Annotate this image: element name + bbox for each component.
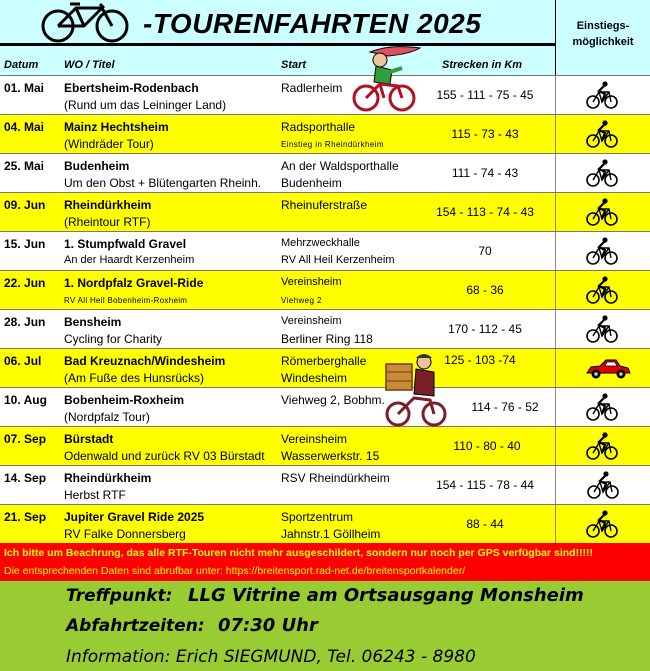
tour-title: Mainz Hechtsheim	[64, 120, 169, 134]
treffpunkt-label: Treffpunkt:	[66, 586, 173, 606]
tour-start: An der Waldsporthalle	[281, 159, 399, 173]
notice-link[interactable]: Die entsprechenden Daten sind abrufbar unter: https://breitensport.rad-net.de/breitensportkalender/	[4, 565, 466, 577]
tour-subtitle: RV All Heil Bobenheim-Roxheim	[64, 296, 188, 305]
einstieg-line2: möglichkeit	[572, 36, 634, 48]
cyclist-icon	[585, 158, 619, 188]
column-header-start: Start	[281, 59, 307, 71]
tour-subtitle: Cycling for Charity	[64, 332, 163, 346]
tour-subtitle: (Windräder Tour)	[64, 137, 154, 151]
contact-info: Information: Erich SIEGMUND, Tel. 06243 - 8980	[66, 647, 476, 667]
tour-distances: 154 - 115 - 78 - 44	[436, 478, 534, 492]
table-row	[0, 309, 650, 348]
cyclist-icon	[585, 80, 619, 110]
tour-title: Bobenheim-Roxheim	[64, 393, 185, 407]
tour-start: Rheinuferstraße	[281, 198, 368, 212]
cyclist-icon	[585, 236, 619, 266]
cyclist-icon	[585, 197, 619, 227]
tour-title: Ebertsheim-Rodenbach	[64, 81, 199, 95]
tour-distances: 125 - 103 -74	[444, 353, 516, 367]
column-header-wo: WO / Titel	[64, 59, 115, 71]
tour-title: 1. Nordpfalz Gravel-Ride	[64, 276, 204, 290]
tour-date: 01. Mai	[4, 81, 45, 95]
tour-distances: 88 - 44	[466, 517, 504, 531]
column-divider	[555, 505, 556, 543]
tour-date: 21. Sep	[4, 510, 47, 524]
bicycle-logo-icon	[40, 2, 132, 44]
tour-start-detail: Viehweg 2	[281, 296, 322, 305]
treffpunkt-value: LLG Vitrine am Ortsausgang Monsheim	[188, 585, 584, 606]
table-row	[0, 387, 650, 426]
column-header-strecken: Strecken in Km	[442, 59, 523, 71]
tour-subtitle: Um den Obst + Blütengarten Rheinh.	[64, 176, 262, 190]
tour-date: 28. Jun	[4, 315, 46, 329]
page-title: -TOURENFAHRTEN 2025	[143, 8, 482, 39]
cyclist-icon	[585, 119, 619, 149]
cyclist-icon	[585, 275, 619, 305]
tour-title: Bürstadt	[64, 432, 114, 446]
tour-date: 14. Sep	[4, 471, 47, 485]
tour-title: Jupiter Gravel Ride 2025	[64, 510, 205, 524]
header	[0, 0, 650, 75]
cyclist-icon	[585, 392, 619, 422]
column-divider	[555, 271, 556, 309]
tour-distances: 114 - 76 - 52	[471, 400, 539, 414]
tour-title: 1. Stumpfwald Gravel	[64, 237, 187, 251]
cyclist-icon	[585, 509, 619, 539]
tour-start: RSV Rheindürkheim	[281, 471, 390, 485]
table-row	[0, 504, 650, 543]
tour-start: Römerberghalle	[281, 354, 367, 368]
tour-subtitle: An der Haardt Kerzenheim	[64, 254, 195, 266]
cartoon-cyclist-icon	[340, 44, 430, 112]
tour-date: 04. Mai	[4, 120, 45, 134]
tour-start: Radsporthalle	[281, 120, 356, 134]
notice-gps: Ich bitte um Beachrung, das alle RTF-Touren nicht mehr ausgeschildert, sondern nur noch per GPS verfügbar sind!!!!!	[4, 547, 594, 559]
tour-distances: 70	[478, 244, 492, 258]
footer-info	[0, 581, 650, 671]
tour-start-detail: Windesheim	[281, 371, 348, 385]
tour-distances: 110 - 80 - 40	[453, 439, 521, 453]
tour-start-detail: Wasserwerkstr. 15	[281, 449, 380, 463]
tour-title: Rheindürkheim	[64, 198, 152, 212]
abfahrt-label: Abfahrtzeiten:	[66, 616, 205, 636]
tour-distances: 115 - 73 - 43	[451, 127, 519, 141]
table-row	[0, 114, 650, 153]
tour-date: 15. Jun	[4, 237, 46, 251]
table-row	[0, 75, 650, 114]
tour-subtitle: (Rund um das Leininger Land)	[64, 98, 227, 112]
tour-subtitle: RV Falke Donnersberg	[64, 527, 186, 541]
tour-distances: 111 - 74 - 43	[451, 166, 519, 180]
table-row	[0, 153, 650, 192]
tour-date: 07. Sep	[4, 432, 47, 446]
tour-start: Vereinsheim	[281, 276, 342, 288]
car-icon	[584, 357, 632, 381]
tour-start: Mehrzweckhalle	[281, 237, 360, 249]
tour-distances: 154 - 113 - 74 - 43	[436, 205, 534, 219]
abfahrt-value: 07:30 Uhr	[218, 615, 318, 636]
tour-start: Vereinsheim	[281, 315, 342, 327]
column-divider	[555, 466, 556, 504]
tour-start-detail: RV All Heil Kerzenheim	[281, 254, 395, 266]
table-row	[0, 465, 650, 504]
tour-distances: 68 - 36	[466, 283, 504, 297]
tour-start: Radlerheim	[281, 81, 343, 95]
table-row	[0, 348, 650, 387]
tour-date: 10. Aug	[4, 393, 47, 407]
tour-date: 22. Jun	[4, 276, 46, 290]
cyclist-icon	[585, 314, 619, 344]
table-row	[0, 270, 650, 309]
tour-date: 06. Jul	[4, 354, 42, 368]
tour-start: Viehweg 2, Bobhm.	[281, 393, 385, 407]
column-divider	[555, 232, 556, 270]
tour-subtitle: (Am Fuße des Hunsrücks)	[64, 371, 205, 385]
column-header-datum: Datum	[4, 59, 39, 71]
einstieg-header	[556, 18, 650, 50]
column-divider	[555, 115, 556, 153]
cartoon-delivery-cyclist-icon	[384, 352, 448, 428]
tour-subtitle: Odenwald und zurück RV 03 Bürstadt	[64, 449, 265, 463]
column-divider	[555, 76, 556, 114]
tour-subtitle: Herbst RTF	[64, 488, 126, 502]
tour-start-detail: Einstieg in Rheindürkheim	[281, 140, 384, 149]
tour-start-detail: Budenheim	[281, 176, 342, 190]
column-divider	[555, 388, 556, 426]
column-divider	[555, 154, 556, 192]
column-divider	[555, 193, 556, 231]
tour-subtitle: (Nordpfalz Tour)	[64, 410, 150, 424]
tour-start: Vereinsheim	[281, 432, 348, 446]
tour-distances: 170 - 112 - 45	[448, 322, 522, 336]
table-row	[0, 231, 650, 270]
tour-distances: 155 - 111 - 75 - 45	[436, 88, 534, 102]
column-divider	[555, 427, 556, 465]
tour-date: 09. Jun	[4, 198, 46, 212]
tour-start: Sportzentrum	[281, 510, 354, 524]
tour-date: 25. Mai	[4, 159, 45, 173]
tour-start-detail: Berliner Ring 118	[281, 332, 373, 346]
tour-title: Budenheim	[64, 159, 130, 173]
cyclist-icon	[585, 431, 619, 461]
einstieg-line1: Einstiegs-	[576, 20, 630, 32]
tour-title: Rheindürkheim	[64, 471, 152, 485]
title-underline	[0, 43, 556, 46]
table-row	[0, 426, 650, 465]
tour-start-detail: Jahnstr.1 Göllheim	[281, 527, 381, 541]
tour-title: Bad Kreuznach/Windesheim	[64, 354, 226, 368]
column-divider	[555, 349, 556, 387]
column-divider	[555, 310, 556, 348]
cyclist-icon	[584, 470, 622, 500]
tour-subtitle: (Rheintour RTF)	[64, 215, 151, 229]
tour-title: Bensheim	[64, 315, 122, 329]
notice-banner	[0, 543, 650, 581]
table-row	[0, 192, 650, 231]
